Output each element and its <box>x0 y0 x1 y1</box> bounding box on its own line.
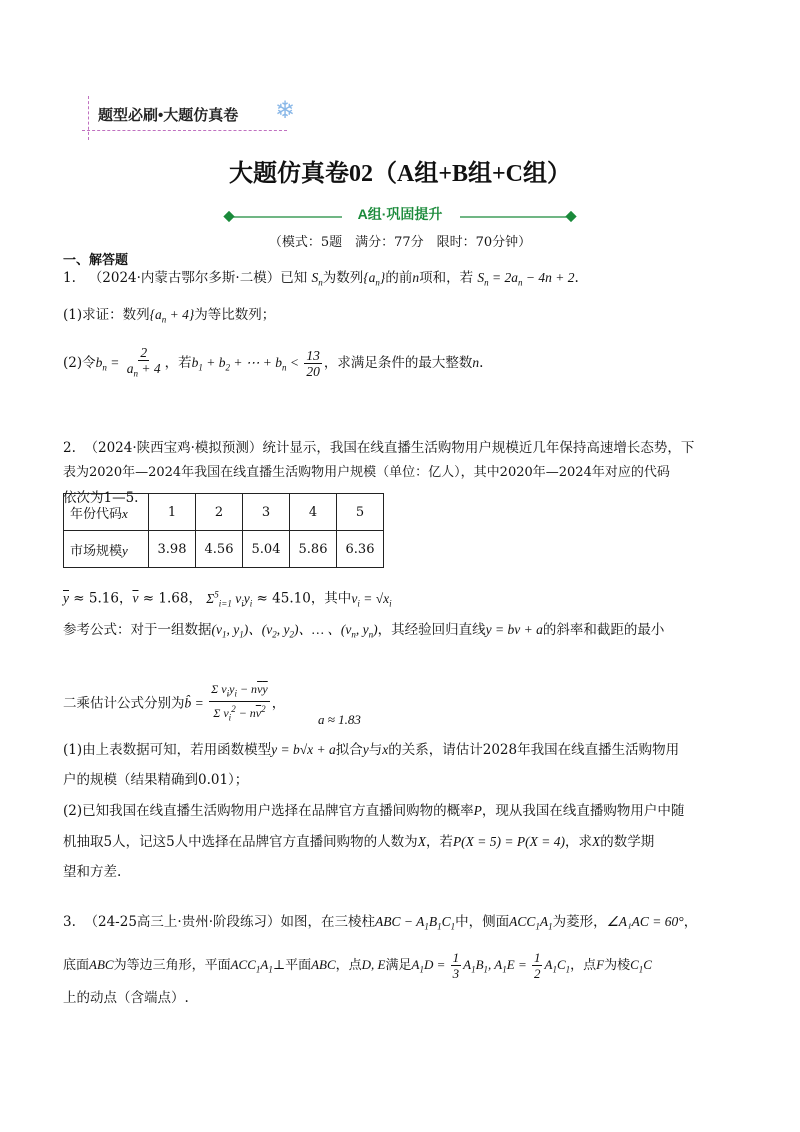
q3-angle: ∠A₁AC = 60° <box>606 914 684 929</box>
header-tag: 题型必刷•大题仿真卷 <box>98 107 239 124</box>
q2-stem-line2: 表为2020年—2024年我国在线直播生活购物用户规模（单位：亿人），其中2020年—2024年对应的代码 <box>63 465 670 480</box>
q1-bn-fraction: $\frac{2}{a_n + 4}$ <box>126 345 161 379</box>
table-row <box>64 531 384 568</box>
q1-n: n <box>412 270 420 285</box>
q1-part1-text: (1)求证：数列 <box>63 307 150 323</box>
q3-stem-line1: 3. （24-25高三上·贵州·阶段练习）如图，在三棱柱ABC − $A_1B_1C_1$中，侧面$ACC_1A_1$为菱形，∠A₁AC = 60°， <box>63 914 698 932</box>
table-row <box>64 494 384 531</box>
q3-stem-line2: 底面ABC为等边三角形，平面$ACC_1A_1\perp$平面ABC，点D, E满足$A_1D$ = $\frac{1}{3}$ $A_1B_1$, $A_1E$ = $\frac{1}{2}$ $A_1C_1$，点F为棱$C_1C$ <box>63 950 652 981</box>
table-cell: 4 <box>290 494 337 531</box>
page-title: 大题仿真卷02（A组+B组+C组） <box>228 161 572 187</box>
q3-stem-line3: 上的动点（含端点）. <box>63 990 189 1006</box>
q2-part2-line1: (2)已知我国在线直播生活购物用户选择在品牌官方直播间购物的概率P，现从我国在线直播购物用户中随 <box>63 803 685 819</box>
table-cell: 5.86 <box>290 531 337 568</box>
ls-fraction: $\frac{\Sigma v_iy_i - n\overline{v}\overline{y}}{\Sigma v_i^2 - n\overline{v}^2}$ <box>211 682 268 723</box>
q1-part2-text: ，若 <box>164 354 192 371</box>
q1-stem: 1. （2024·内蒙古鄂尔多斯·二模）已知 $S_n$为数列$\{a_n\}$的前n项和，若 $S_n = 2a_n - 4n + 2$. <box>63 270 579 288</box>
q2-stem-line1: 2. （2024·陕西宝鸡·模拟预测）统计显示，我国在线直播生活购物用户规模近几年保持高速增长态势，下 <box>63 440 695 456</box>
q1-part1 <box>63 305 275 330</box>
q2-part1-line2: 户的规模（结果精确到0.01）； <box>63 772 249 788</box>
stat-sum: ≈ 45.10 <box>256 590 311 607</box>
table-cell: 3 <box>243 494 290 531</box>
q1-sum: $b_1 + b_2$ + ⋯ + $b_n$ < <box>191 354 303 373</box>
q1-text: 的前 <box>385 270 413 286</box>
table-cell: 4.56 <box>196 531 243 568</box>
q2-source: （2024·陕西宝鸡·模拟预测） <box>84 440 263 456</box>
q1-part1-text: 为等比数列； <box>194 307 276 323</box>
section-heading: 一、解答题 <box>63 253 129 268</box>
table-cell: 1 <box>149 494 196 531</box>
table-cell: 5 <box>337 494 384 531</box>
q1-part2: (2)令$b_n$ = $\frac{2}{a_n + 4}$ ，若$b_1 + b_2$ + ⋯ + $b_n$ < $\frac{13}{20}$ ，求满足条件的最大整数n. <box>63 345 483 382</box>
frac-third: $\frac{1}{3}$ <box>452 950 460 981</box>
stat-sum-symbol: $\Sigma^5_{i=1}$ $v_iy_i$ <box>206 589 253 609</box>
q1-source: （2024·内蒙古鄂尔多斯·二模） <box>88 270 281 286</box>
table-cell: 3.98 <box>149 531 196 568</box>
q1-bound: $\frac{13}{20}$ <box>306 347 320 379</box>
q1-part2-text: (2)令 <box>63 354 96 371</box>
q2-part2-line2: 机抽取5人，记这5人中选择在品牌官方直播间购物的人数为X，若P(X = 5) = P(X = 4)，求X的数学期 <box>63 834 655 850</box>
q1-text: 已知 <box>280 270 308 286</box>
group-label: A组·巩固提升 <box>357 206 443 222</box>
q1-an-set: $\{a_n\}$ <box>363 270 386 288</box>
table-cell: 5.04 <box>243 531 290 568</box>
exam-meta: （模式：5题 满分：77分 限时：70分钟） <box>268 235 532 250</box>
q2-stats: $\overline{y} \approx 5.16$，$\overline{v} \approx 1.68$， $\Sigma^5_{i=1}$ $v_iy_i \approx 45.10$，其中$v_i = √x_i$ <box>63 589 392 609</box>
q2-reference-formula: 参考公式：对于一组数据($v_1$, $y_1$)、($v_2$, $y_2$)、… 、($v_n$, $y_n$)，其经验回归直线y = bv + a的斜率和截距的最小 <box>63 622 665 640</box>
q2-number: 2. <box>63 440 76 456</box>
q1-number: 1. <box>63 270 76 286</box>
q1-seq: $\{a_n + 4\}$ <box>149 307 195 325</box>
stat-v-mean: ≈ 1.68 <box>142 590 189 607</box>
stat-y-mean: ≈ 5.16 <box>73 590 119 607</box>
frac-half: $\frac{1}{2}$ <box>533 950 541 981</box>
q1-part2-text: ，求满足条件的最大整数 <box>323 354 473 371</box>
q2-part2-line3: 望和方差. <box>63 864 122 880</box>
table-cell: 2 <box>196 494 243 531</box>
table-cell: 6.36 <box>337 531 384 568</box>
q1-formula: $S_n = 2a_n - 4n + 2$ <box>477 270 575 288</box>
q2-stem-line3: 依次为1—5. <box>63 490 139 506</box>
a-estimate: a ≈ 1.83 <box>318 712 361 727</box>
q3-number: 3. <box>63 914 76 930</box>
q1-sn: $S_n$ <box>311 270 323 288</box>
q1-text: 为数列 <box>322 270 364 286</box>
table-header-code: 年份代码x <box>64 494 149 531</box>
q1-text: 项和，若 <box>419 270 474 286</box>
tag-vertical-divider <box>88 96 89 140</box>
q1-bn: $b_n$ = <box>95 354 123 373</box>
snowflake-icon: ❄ <box>275 96 296 124</box>
table-header-scale: 市场规模y <box>64 531 149 568</box>
q3-source: （24-25高三上·贵州·阶段练习） <box>84 914 281 930</box>
q2-ls-formula: 二乘估计公式分别为b̂ = $\frac{\Sigma v_iy_i - n\overline{v}\overline{y}}{\Sigma v_i^2 - n\overline{v}^2}$ ， <box>63 682 285 726</box>
tag-horizontal-divider <box>82 130 287 131</box>
q2-data-table <box>63 493 384 568</box>
q2-part1-line1: (1)由上表数据可知，若用函数模型y = b√x + a拟合y与x的关系，请估计2028年我国在线直播生活购物用 <box>63 742 680 758</box>
